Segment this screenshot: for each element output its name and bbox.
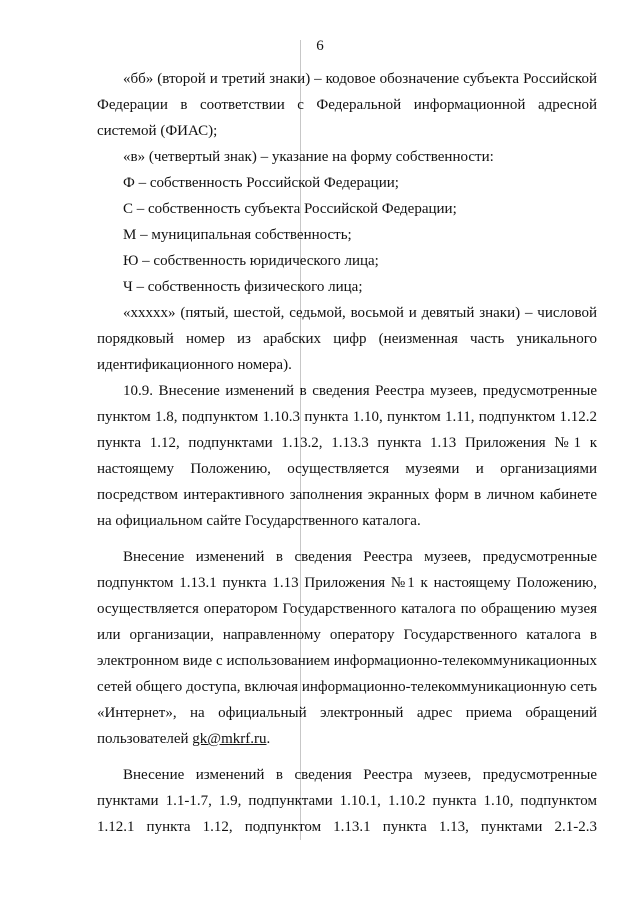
paragraph-other-changes: Внесение изменений в сведения Реестра музеев, предусмотренные пунктами 1.1-1.7, 1.9, подпунктами 1.10.1, 1.10.2 пункта 1.10, подпунктом 1.12.1 пункта 1.12, подпунктом 1.13.1 пункта 1.13, пунктами 2.1-2.3	[97, 767, 597, 835]
ownership-federal: Ф – собственность Российской Федерации;	[123, 175, 399, 191]
ownership-region: С – собственность субъекта Российской Федерации;	[123, 201, 457, 217]
email-link[interactable]: gk@mkrf.ru	[192, 731, 267, 747]
paragraph-10-9: 10.9. Внесение изменений в сведения Реестра музеев, предусмотренные пунктом 1.8, подпунктом 1.10.3 пункта 1.10, пунктом 1.11, подпунктом 1.12.2 пункта 1.12, подпунктами 1.13.2, 1.13.3 пункта 1.13 Приложения №1 к настоящему Положению, осуществляется музеями и организациями посредством интерактивного заполнения экранных форм в личном кабинете на официальном сайте Государственного каталога.	[97, 383, 597, 529]
paragraph-operator-changes	[97, 544, 597, 752]
paragraph-serial-number: «ххххх» (пятый, шестой, седьмой, восьмой и девятый знаки) – числовой порядковый номер из арабских цифр (неизменная часть уникального идентификационного номера).	[97, 305, 597, 373]
spacer	[97, 752, 597, 762]
paragraph-region-code: «бб» (второй и третий знаки) – кодовое обозначение субъекта Российской Федерации в соответствии с Федеральной информационной адресной системой (ФИАС);	[97, 71, 597, 139]
ownership-municipal: М – муниципальная собственность;	[123, 227, 352, 243]
paragraph-ownership-form: «в» (четвертый знак) – указание на форму собственности:	[123, 149, 494, 165]
ownership-legal-entity: Ю – собственность юридического лица;	[123, 253, 379, 269]
document-body	[97, 66, 597, 840]
spacer	[97, 534, 597, 544]
paragraph-operator-text: Внесение изменений в сведения Реестра музеев, предусмотренные подпунктом 1.13.1 пункта 1.13 Приложения №1 к настоящему Положению, осуществляется оператором Государственного каталога по обращению музея или организации, направленному оператору Государственного каталога в электронном виде с использованием информационно-телекоммуникационных сетей общего доступа, включая информационно-телекоммуникационную сеть «Интернет», на официальный электронный адрес приема обращений пользователей	[97, 549, 597, 747]
ownership-individual: Ч – собственность физического лица;	[123, 279, 363, 295]
page-number: 6	[316, 38, 324, 54]
email-suffix: .	[266, 731, 271, 747]
